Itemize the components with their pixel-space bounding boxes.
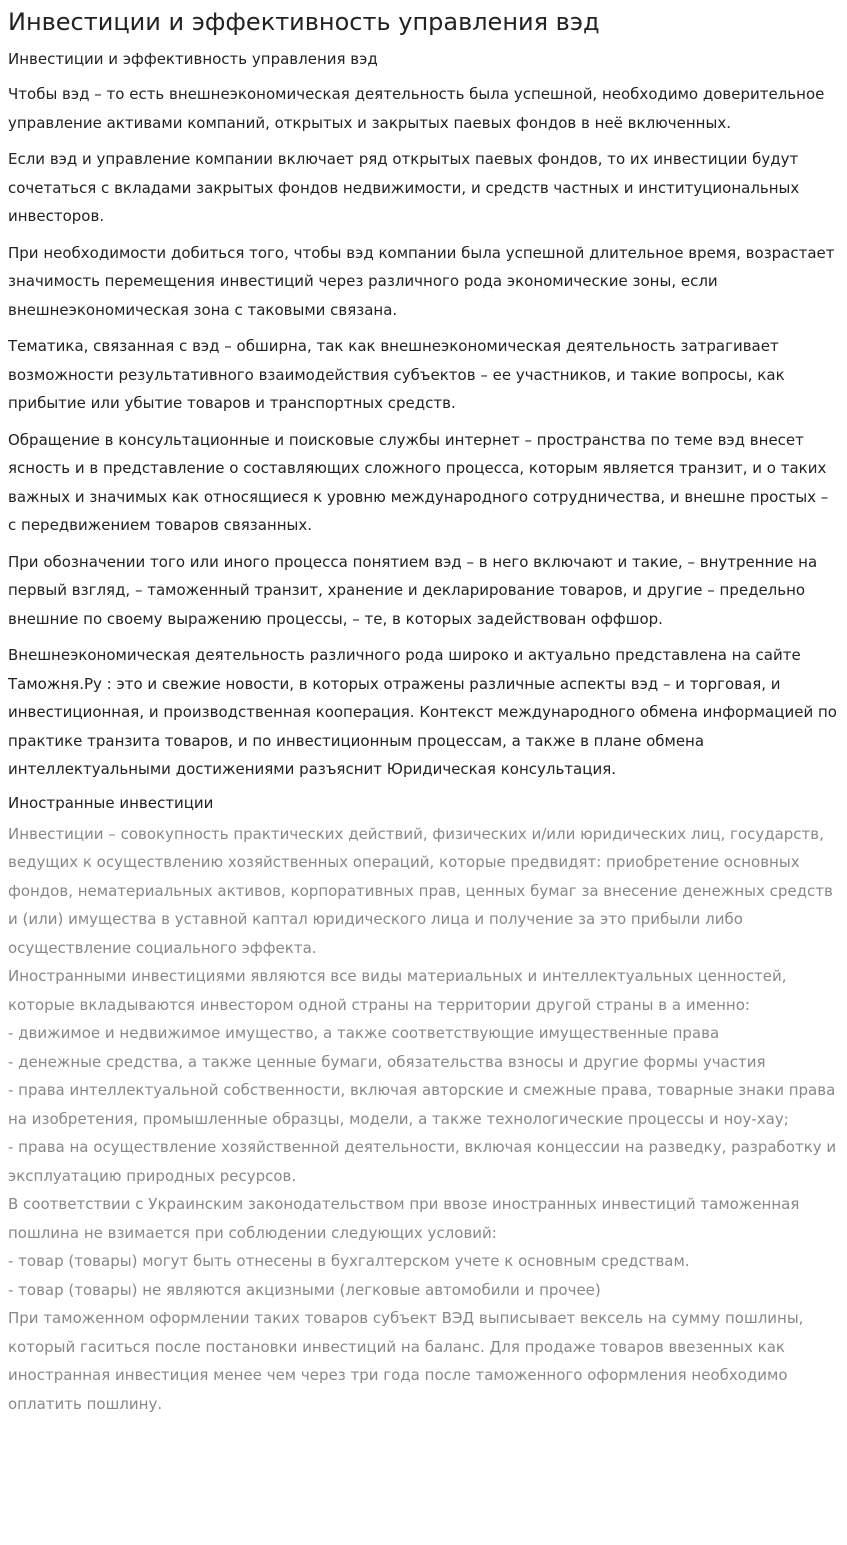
paragraph: Тематика, связанная с вэд – обширна, так как внешнеэкономическая деятельность затрагивает возможности результативного взаимодействия субъектов – ее участников, и такие вопросы, как прибытие или убытие товаров и транспортных средств. (8, 337, 785, 412)
paragraph: Если вэд и управление компании включает ряд открытых паевых фондов, то их инвестиции будут сочетаться с вкладами закрытых фондов недвижимости, и средств частных и институциональных инвесторов. (8, 150, 800, 225)
paragraph: При необходимости добиться того, чтобы вэд компании была успешной длительное время, возрастает значимость перемещения инвестиций через различного рода экономические зоны, если внешнеэкономическая зона с таковыми связана. (8, 243, 835, 319)
section-text-line: Инвестиции – совокупность практических действий, физических и/или юридических лиц, государств, ведущих к осуществлению хозяйственных операций, которые предвидят: приобретение основных фондов, нематериальных активов, корпоративных прав, ценных бумаг за внесение денежных средств и (или) имущества в уставной каптал юридического лица и получение за это прибыли либо осуществление социального эффекта. (8, 824, 833, 957)
foreign-investments-section (8, 792, 839, 1419)
paragraph: При обозначении того или иного процесса понятием вэд – в него включают и такие, – внутренние на первый взгляд, – таможенный транзит, хранение и декларирование товаров, и другие – предельно внешние по своему выражению процессы, – те, в которых задействован оффшор. (8, 552, 818, 628)
list-item: - права на осуществление хозяйственной деятельности, включая концессии на разведку, разработку и эксплуатацию природных ресурсов. (8, 1138, 837, 1185)
section-text-line: При таможенном оформлении таких товаров субъект ВЭД выписывает вексель на сумму пошлины, который гаситься после постановки инвестиций на баланс. Для продаже товаров ввезенных как иностранная инвестиция менее чем через три года после таможенного оформления необходимо оплатить пошлину. (8, 1309, 804, 1413)
section-text-line: В соответствии с Украинским законодательством при ввозе иностранных инвестиций таможенная пошлина не взимается при соблюдении следующих условий: (8, 1195, 800, 1242)
list-item: - движимое и недвижимое имущество, а также соответствующие имущественные права (8, 1024, 720, 1042)
section-heading: Иностранные инвестиции (8, 793, 214, 812)
paragraph: Обращение в консультационные и поисковые службы интернет – пространства по теме вэд внесет ясность и в представление о составляющих сложного процесса, которым является транзит, и о таких важных и значимых как относящиеся к уровню международного сотрудничества, и внешне простых – с передвижением товаров связанных. (8, 430, 829, 534)
list-item: - права интеллектуальной собственности, включая авторские и смежные права, товарные знаки права на изобретения, промышленные образцы, модели, а также технологические процессы и ноу-хау; (8, 1081, 836, 1128)
list-item: - товар (товары) не являются акцизными (легковые автомобили и прочее) (8, 1280, 601, 1299)
article-subtitle: Инвестиции и эффективность управления вэд (8, 50, 378, 68)
list-item: - товар (товары) могут быть отнесены в бухгалтерском учете к основным средствам. (8, 1252, 690, 1270)
page-title: Инвестиции и эффективность управления вэд (8, 8, 600, 36)
section-text-line: Иностранными инвестициями являются все виды материальных и интеллектуальных ценностей, которые вкладываются инвестором одной страны на территории другой страны в а именно: (8, 967, 787, 1014)
list-item: - денежные средства, а также ценные бумаги, обязательства взносы и другие формы участия (8, 1052, 766, 1071)
paragraph: Внешнеэкономическая деятельность различного рода широко и актуально представлена на сайте Таможня.Ру : это и свежие новости, в которых отражены различные аспекты вэд – и торговая, и инвестиционная, и производственная кооперация. Контекст международного обмена информацией по практике транзита товаров, и по инвестиционным процессам, а также в плане обмена интеллектуальными достижениями разъяснит Юридическая консультация. (8, 646, 837, 778)
paragraph: Чтобы вэд – то есть внешнеэкономическая деятельность была успешной, необходимо доверительное управление активами компаний, открытых и закрытых паевых фондов в неё включенных. (8, 85, 825, 132)
